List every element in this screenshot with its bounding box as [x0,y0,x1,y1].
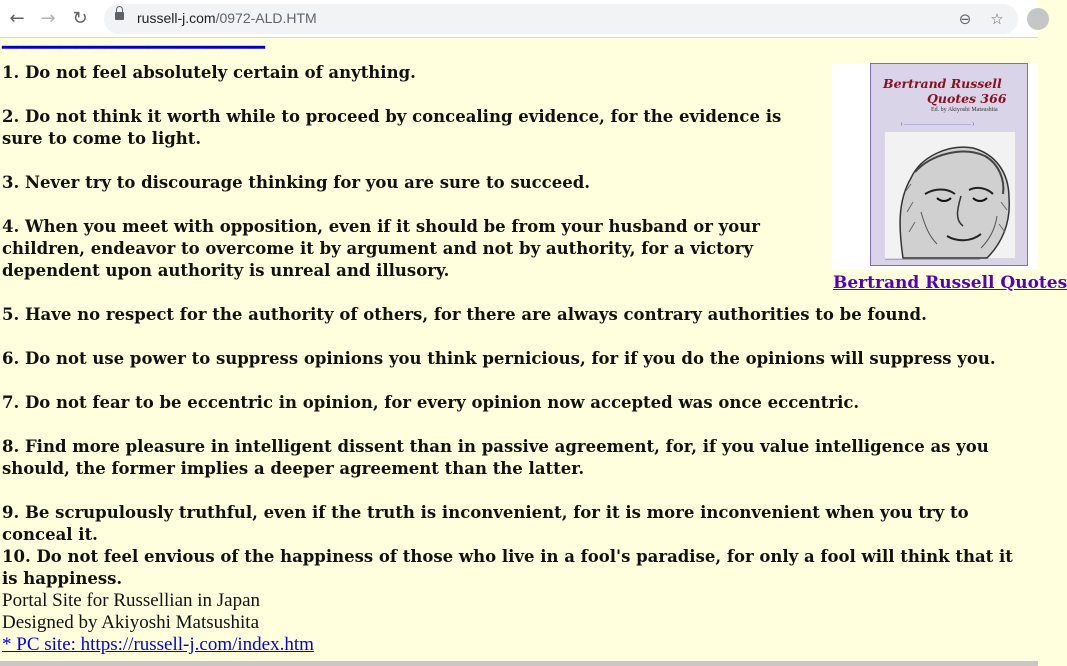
rule-2: 2. Do not think it worth while to proceed by concealing evidence, for the evidence is sure to come to light. [2,107,782,148]
horizontal-scrollbar[interactable] [0,661,1038,666]
portal-site-label: Portal Site for Russellian in Japan [2,590,261,611]
profile-icon[interactable] [1027,8,1049,30]
cover-title-line2: Quotes 366 [927,91,1007,106]
book-cover [870,63,1028,266]
pc-site-link[interactable]: * PC site: https://russell-j.com/index.htm [2,634,314,655]
url-domain: russell-j.com [137,10,216,26]
partially-visible-link-row[interactable]: ▁▁▁▁▁▁▁▁▁▁▁▁▁▁▁▁▁▁ [2,28,266,49]
url-text[interactable] [137,10,317,26]
forward-arrow-icon[interactable]: → [40,8,56,29]
back-arrow-icon[interactable]: ← [9,8,25,29]
rule-6: 6. Do not use power to suppress opinions you think pernicious, for if you do the opinions will suppress you. [2,349,996,368]
rule-7: 7. Do not fear to be eccentric in opinion, for every opinion now accepted was once eccentric. [2,393,860,412]
rule-9: 9. Be scrupulously truthful, even if the truth is inconvenient, for it is more inconvenient when you try to conceal it. [2,503,969,544]
cover-subtitle: Ed. by Akiyoshi Matsushita [931,107,998,113]
url-path: /0972-ALD.HTM [215,10,317,26]
cover-title [883,76,1007,106]
rule-1: 1. Do not feel absolutely certain of anything. [2,63,416,82]
page-content [0,28,1067,666]
book-image[interactable] [832,63,1038,269]
cover-series-tag: ( ——————————————— ) [901,121,974,126]
rule-10: 10. Do not feel envious of the happiness of those who live in a fool's paradise, for only a fool will think that it is happiness. [2,547,1013,588]
portrait-sketch-icon [885,132,1015,258]
star-icon[interactable]: ☆ [990,10,1004,28]
cover-title-line1: Bertrand Russell [883,76,1002,91]
rule-4: 4. When you meet with opposition, even if it should be from your husband or your children, endeavor to overcome it by argument and not by authority, for a victory dependent upon authority is unreal and illusory. [2,217,760,280]
zoom-out-icon[interactable]: ⊖ [958,10,972,28]
book-link[interactable]: Bertrand Russell Quotes [833,273,1067,293]
lock-icon[interactable] [115,12,124,20]
cover-bottom-text: ——————————————————— [885,258,980,263]
rule-5: 5. Have no respect for the authority of others, for there are always contrary authorities to be found. [2,305,927,324]
rule-3: 3. Never try to discourage thinking for you are sure to succeed. [2,173,591,192]
rule-8: 8. Find more pleasure in intelligent dissent than in passive agreement, for, if you value intelligence as you should, the former implies a deeper agreement than the latter. [2,437,989,478]
designer-label: Designed by Akiyoshi Matsushita [2,612,260,633]
reload-icon[interactable]: ↻ [72,8,88,29]
